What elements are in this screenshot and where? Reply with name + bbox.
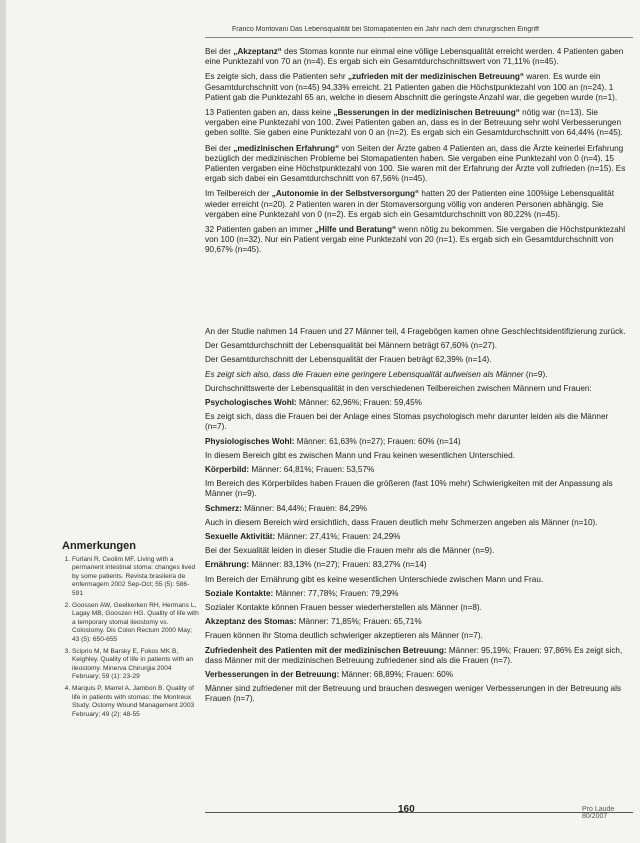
- paragraph-text: Männer: 84,44%; Frauen: 84,29%: [241, 503, 368, 513]
- paragraph-italic: Es zeigt sich also, dass die Frauen eine geringere Lebensqualität aufweisen als Männer: [205, 369, 524, 379]
- paragraph: [205, 144, 632, 185]
- scan-edge: [0, 0, 6, 843]
- paragraph: [205, 355, 632, 365]
- paragraph: [205, 589, 632, 599]
- paragraph-text: waren. Es wurde ein Gesamtdurchschnitt von (n=45) 94,33% erreicht. 21 Patienten gaben die Höchstpunktezahl von 100 an (n=24). 1 Patient gab die Punktezahl 65 an, welche in diesem Abschnitt die geringste Anzahl war, die gegeben wurde (n=1).: [205, 72, 618, 102]
- paragraph-emphasis: Ernährung:: [205, 560, 250, 570]
- paragraph-text: Männer: 71,85%; Frauen: 65,71%: [296, 617, 422, 627]
- paragraph-emphasis: Physiologisches Wohl:: [205, 436, 295, 446]
- journal-name: Pro Laude 80/2007: [582, 806, 615, 820]
- footnote-item: 4. Marquis P, Marrel A, Jambon B. Quality of life in patients with stomas: the Montreux Study. Ostomy Wound Management 2003 February; 49 (2): 48-55: [72, 685, 199, 719]
- paragraph: [205, 47, 632, 67]
- results-section-top: [205, 47, 632, 261]
- paragraph-text: hatten 20 der Patienten eine 100%ige Lebensqualität wieder erreicht (n=20). 2 Patienten waren in der Stomaversorgung völlig von anderen Personen abhängig. Sie vergaben eine Punktezahl von 0 (n=2). Es ergab sich ein Gesamtdurchschnitt von 80,22% (n=45).: [205, 189, 614, 219]
- paragraph-text: Im Teilbereich der: [205, 189, 272, 199]
- paragraph: [205, 225, 632, 256]
- paragraph-text: Durchschnittswerte der Lebensqualität in den verschiedenen Teilbereichen zwischen Männern und Frauen:: [205, 383, 592, 393]
- paragraph-text: Männer: 83,13% (n=27); Frauen: 83,27% (n=14): [249, 560, 427, 570]
- paragraph: [205, 670, 632, 680]
- paragraph-text: Sozialer Kontakte können Frauen besser wiederherstellen als Männer (n=8).: [205, 603, 482, 613]
- paragraph: [205, 646, 632, 666]
- paragraph: [205, 437, 632, 447]
- paragraph-text: In diesem Bereich gibt es zwischen Mann und Frau keinen wesentlichen Unterschied.: [205, 450, 515, 460]
- paragraph-text: Es zeigte sich, dass die Patienten sehr: [205, 72, 348, 82]
- paragraph-text: 13 Patienten gaben an, dass keine: [205, 108, 334, 118]
- paragraph: [205, 398, 632, 408]
- paragraph-emphasis: Verbesserungen in der Betreuung:: [205, 670, 340, 680]
- paragraph-text: Männer: 95,19%; Frauen: 97,86% Es zeigt sich, dass Männer mit der medizinischen Betreuung zufriedener sind als die Frauen (n=7).: [205, 645, 623, 665]
- paragraph-text: Der Gesamtdurchschnitt der Lebensqualität der Frauen beträgt 62,39% (n=14).: [205, 355, 492, 365]
- footnote-item: 3. Sciprio M, M Barsky E, Fokos MK B, Keighley. Quality of life in patients with an ileostomy. Minerva Chirurgia 2004 February; 59 (1): 23-29: [72, 648, 199, 682]
- paragraph: [205, 504, 632, 514]
- paragraph-text: An der Studie nahmen 14 Frauen und 27 Männer teil, 4 Fragebögen kamen ohne Geschlechtsidentifizierung zurück.: [205, 327, 626, 336]
- paragraph-text: des Stomas konnte nur einmal eine völlige Lebensqualität erreicht werden. 4 Patienten gaben eine Punktezahl von 70 an (n=4). Es ergab sich ein Gesamtdurchschnittswert von 71,11% (n=45).: [205, 47, 624, 67]
- running-header: Franco Montovani Das Lebensqualität bei Stomapatienten ein Jahr nach dem chirurgischen Eingriff: [232, 26, 539, 33]
- footnotes-list: [62, 556, 199, 720]
- paragraph: [205, 631, 632, 641]
- paragraph-text: Der Gesamtdurchschnitt der Lebensqualität bei Männern beträgt 67,60% (n=27).: [205, 341, 497, 351]
- paragraph: [205, 603, 632, 613]
- paragraph-text: Frauen können ihr Stoma deutlich schwieriger akzeptieren als Männer (n=7).: [205, 631, 483, 641]
- paragraph-text: Männer: 61,63% (n=27); Frauen: 60% (n=14): [294, 436, 461, 446]
- paragraph: [205, 546, 632, 556]
- paragraph-emphasis: „Hilfe und Beratung“: [314, 225, 397, 235]
- paragraph-text: Bei der Sexualität leiden in dieser Studie die Frauen mehr als die Männer (n=9).: [205, 546, 495, 556]
- footnote-item: 2. Goossen AW, Geelkerken RH, Hermans L, Lagay MB, Gooszen HG. Quality of life with a temporary stomal ileostomy vs. Colostomy. Dis Colon Rectum 2000 May; 43 (5): 650-655: [72, 602, 199, 645]
- paragraph-text: wenn nötig zu bekommen. Sie vergaben die Höchstpunktezahl von 100 (n=32). Nur ein Patient vergab eine Punktezahl von 20 (n=1). Es ergab sich ein Gesamtdurchschnitt von 90,67% (n=45).: [205, 225, 626, 255]
- paragraph: [205, 327, 632, 337]
- paragraph-text: von Seiten der Ärzte gaben 4 Patienten an, dass die Ärzte keinerlei Erfahrung bezüglich der medizinischen Probleme bei Stomapatienten haben. Sie vergaben eine Punktezahl von 0 (n=4). 15 Patienten vergaben eine Höchstpunktezahl von 100. Sie waren mit der Erfahrung der Ärzte voll zufrieden (n=15). Es ergab sich dabei ein Gesamtdurchschnitt von 67,56% (n=45).: [205, 143, 626, 184]
- paragraph-emphasis: Akzeptanz des Stomas:: [205, 617, 297, 627]
- paragraph: [205, 72, 632, 103]
- paragraph-text: Männer sind zufriedener mit der Betreuung und brauchen deswegen weniger Verbesserungen in der Betreuung als Frauen (n=7).: [205, 684, 622, 704]
- header-rule: [205, 37, 633, 38]
- paragraph-text: Im Bereich der Ernährung gibt es keine wesentlichen Unterschiede zwischen Mann und Frau.: [205, 574, 544, 584]
- paragraph: [205, 451, 632, 461]
- paragraph-text: Männer: 62,96%; Frauen: 59,45%: [296, 398, 422, 408]
- paragraph: [205, 479, 632, 499]
- paragraph: [205, 532, 632, 542]
- paragraph-emphasis: „Besserungen in der medizinischen Betreuung“: [333, 108, 520, 118]
- footer-rule: [205, 812, 633, 813]
- paragraph: [205, 412, 632, 432]
- paragraph-text: Es zeigt sich, dass die Frauen bei der Anlage eines Stomas psychologisch mehr darunter leiden als die Männer (n=7).: [205, 412, 609, 432]
- paragraph-emphasis: Sexuelle Aktivität:: [205, 532, 276, 542]
- paragraph: [205, 518, 632, 528]
- paragraph-emphasis: „zufrieden mit der medizinischen Betreuung“: [347, 72, 524, 82]
- paragraph-text: Männer: 27,41%; Frauen: 24,29%: [275, 532, 401, 542]
- paragraph-text: Im Bereich des Körperbildes haben Frauen die größeren (fast 10% mehr) Schwierigkeiten mit der Anpassung als Männer (n=9).: [205, 479, 613, 499]
- paragraph: [205, 617, 632, 627]
- paragraph-emphasis: „Akzeptanz“: [233, 47, 282, 56]
- paragraph: [205, 575, 632, 585]
- paragraph-emphasis: „medizinischen Erfahrung“: [233, 143, 340, 153]
- paragraph: [205, 560, 632, 570]
- results-section-gender: [205, 327, 632, 709]
- paragraph: [205, 370, 632, 380]
- paragraph: [205, 189, 632, 220]
- paragraph-text: Bei der: [205, 47, 234, 56]
- footnote-item: 1. Furlani R, Ceolim MF. Living with a permanent intestinal stoma: changes lived by some patients. Revista brasileira de enfermagem 2002 Sep-Oct; 55 (5): 586-591: [72, 556, 199, 599]
- paragraph-emphasis: Zufriedenheit des Patienten mit der medizinischen Betreuung:: [205, 645, 447, 655]
- paragraph-emphasis: „Autonomie in der Selbstversorgung“: [271, 189, 420, 199]
- page-number: 160: [398, 804, 415, 815]
- paragraph-text: 32 Patienten gaben an immer: [205, 225, 315, 235]
- paragraph-text: Männer: 64,81%; Frauen: 53,57%: [249, 465, 375, 475]
- paragraph-text: Auch in diesem Bereich wird ersichtlich, dass Frauen deutlich mehr Schmerzen angeben als Männer (n=10).: [205, 517, 598, 527]
- paragraph-text: Bei der: [205, 143, 234, 153]
- paragraph-emphasis: Soziale Kontakte:: [205, 588, 274, 598]
- paragraph: [205, 465, 632, 475]
- paragraph: [205, 384, 632, 394]
- paragraph-text: (n=9).: [523, 369, 548, 379]
- paragraph-emphasis: Psychologisches Wohl:: [205, 398, 297, 408]
- paragraph: [205, 341, 632, 351]
- paragraph-text: nötig war (n=13). Sie vergaben eine Punktezahl von 100. Zwei Patienten gaben an, dass es in der Betreuung sehr wohl Verbesserungen geben sollte. Sie gaben eine Punktezahl von 0 an (n=2). Es ergab sich ein Gesamtdurchschnitt von 64,44% (n=45).: [205, 108, 623, 138]
- paragraph-text: Männer: 68,89%; Frauen: 60%: [339, 670, 454, 680]
- paragraph: [205, 684, 632, 704]
- footnotes-title: Anmerkungen: [62, 540, 136, 552]
- paragraph: [205, 108, 632, 139]
- paragraph-emphasis: Körperbild:: [205, 465, 250, 475]
- paragraph-emphasis: Schmerz:: [205, 503, 242, 513]
- footnotes: [62, 542, 199, 722]
- paragraph-text: Männer: 77,78%; Frauen: 79,29%: [273, 588, 399, 598]
